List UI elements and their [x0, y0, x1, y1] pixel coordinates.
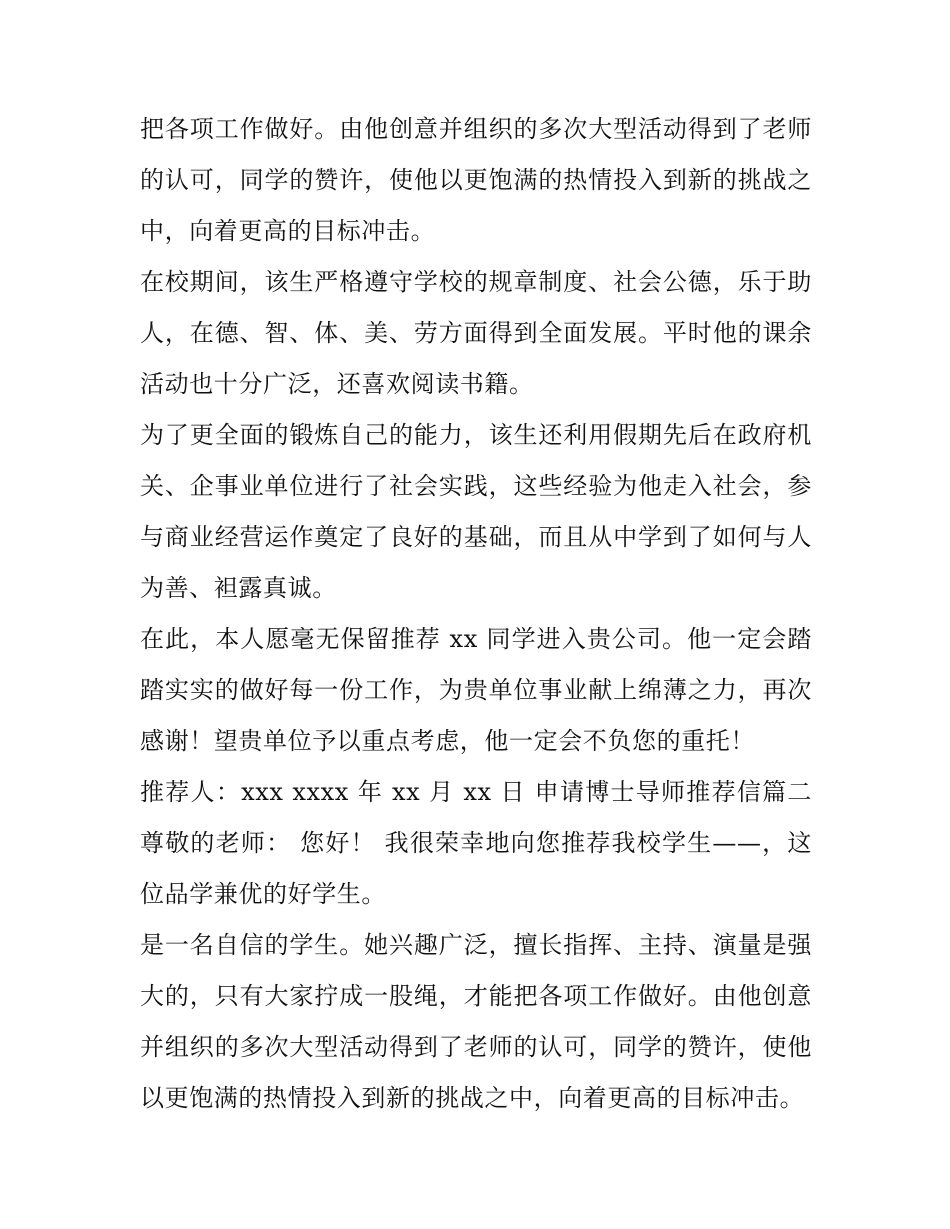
- paragraph-referee-and-letter-two: 推荐人：xxx xxxx 年 xx 月 xx 日 申请博士导师推荐信篇二 尊敬的老师： 您好！ 我很荣幸地向您推荐我校学生——，这位品学兼优的好学生。: [140, 778, 812, 908]
- paragraph-school-conduct: 在校期间，该生严格遵守学校的规章制度、社会公德，乐于助人，在德、智、体、美、劳方面得到全面发展。平时他的课余活动也十分广泛，还喜欢阅读书籍。: [140, 268, 812, 398]
- paragraph-work-recognition: 把各项工作做好。由他创意并组织的多次大型活动得到了老师的认可，同学的赞许，使他以更饱满的热情投入到新的挑战之中，向着更高的目标冲击。: [140, 115, 812, 245]
- paragraph-recommendation: 在此，本人愿毫无保留推荐 xx 同学进入贵公司。他一定会踏踏实实的做好每一份工作，为贵单位事业献上绵薄之力，再次感谢！望贵单位予以重点考虑，他一定会不负您的重托！: [140, 625, 812, 755]
- paragraph-social-practice: 为了更全面的锻炼自己的能力，该生还利用假期先后在政府机关、企事业单位进行了社会实践，这些经验为他走入社会，参与商业经营运作奠定了良好的基础，而且从中学到了如何与人为善、袒露真诚。: [140, 421, 812, 602]
- document-body: [140, 104, 812, 1124]
- paragraph-student-profile: 是一名自信的学生。她兴趣广泛，擅长指挥、主持、演量是强大的，只有大家拧成一股绳，才能把各项工作做好。由他创意并组织的多次大型活动得到了老师的认可，同学的赞许，使他以更饱满的热情投入到新的挑战之中，向着更高的目标冲击。: [140, 931, 812, 1112]
